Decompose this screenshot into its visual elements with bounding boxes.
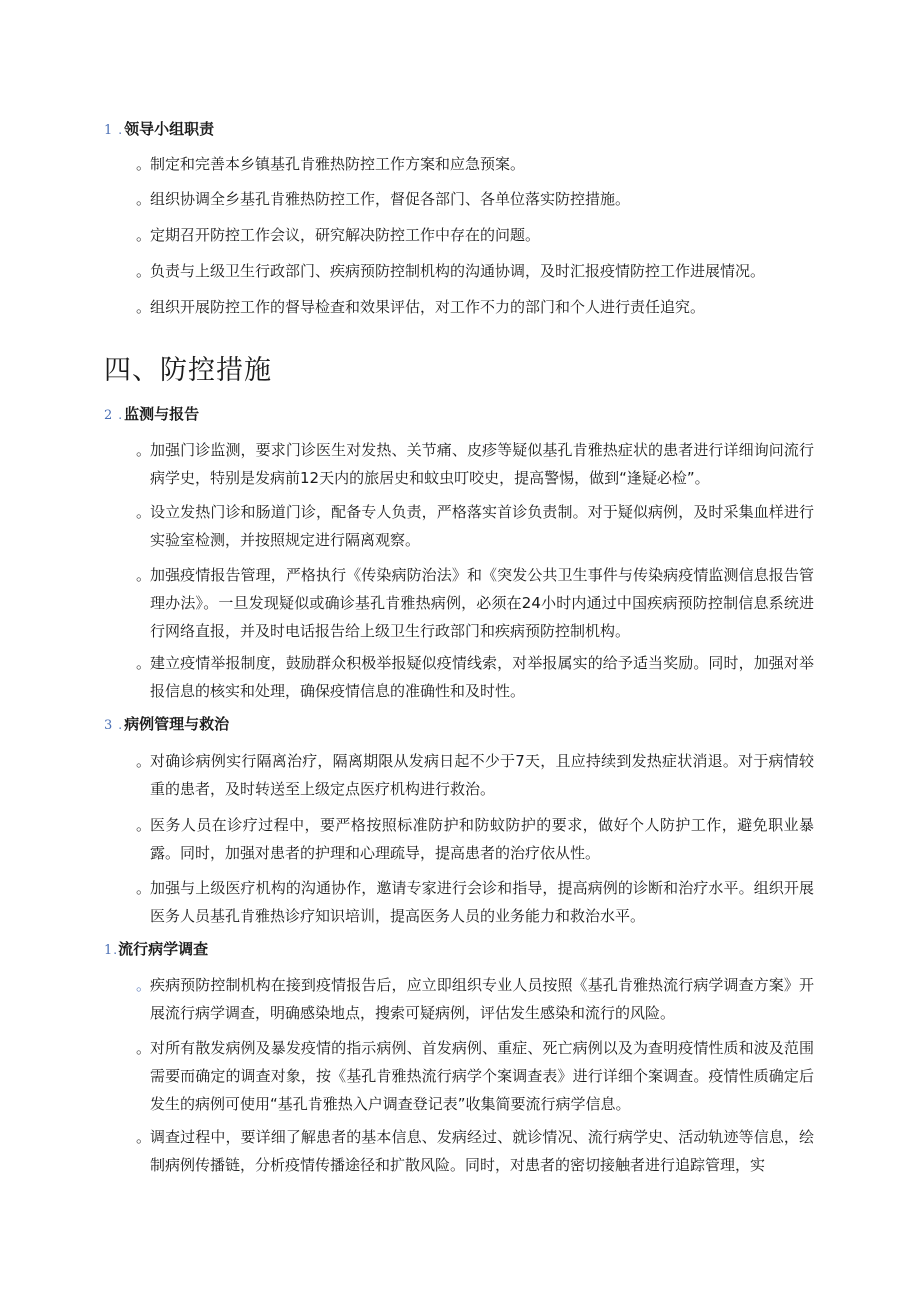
chapter-heading: 四、防控措施 — [104, 355, 272, 386]
section-title: 流行病学调查 — [118, 940, 209, 958]
list-item: 。 制定和完善本乡镇基孔肯雅热防控工作方案和应急预案。 — [136, 155, 526, 173]
list-item: 。 加强与上级医疗机构的沟通协作，邀请专家进行会诊和指导，提高病例的诊断和治疗水平。组织开展医务人员基孔肯雅热诊疗知识培训，提高医务人员的业务能力和救治水平。 — [136, 879, 814, 925]
list-item: 。 组织协调全乡基孔肯雅热防控工作，督促各部门、各单位落实防控措施。 — [136, 190, 631, 208]
section-number: 2 — [104, 408, 113, 423]
list-item: 。 定期召开防控工作会议，研究解决防控工作中存在的问题。 — [136, 226, 541, 244]
list-item: 。 组织开展防控工作的督导检查和效果评估，对工作不力的部门和个人进行责任追究。 — [136, 298, 706, 316]
section-heading: 3 . 病例管理与救治 — [104, 715, 230, 733]
section-number: 1 — [104, 943, 113, 958]
section-title: 病例管理与救治 — [124, 715, 230, 733]
list-item: 。 加强疫情报告管理，严格执行《传染病防治法》和《突发公共卫生事件与传染病疫情监测信息报告管理办法》。一旦发现疑似或确诊基孔肯雅热病例，必须在24小时内通过中国疾病预防控制信息系统进行网络直报，并及时电话报告给上级卫生行政部门和疾病预防控制机构。 — [136, 566, 814, 640]
section-heading: 1 . 领导小组职责 — [104, 120, 215, 138]
list-item: 。 调查过程中，要详细了解患者的基本信息、发病经过、就诊情况、流行病学史、活动轨迹等信息，绘制病例传播链，分析疫情传播途径和扩散风险。同时，对患者的密切接触者进行追踪管理，实 — [136, 1128, 814, 1174]
list-item: 。 医务人员在诊疗过程中，要严格按照标准防护和防蚊防护的要求，做好个人防护工作，避免职业暴露。同时，加强对患者的护理和心理疏导，提高患者的治疗依从性。 — [136, 816, 814, 862]
list-item: 。 建立疫情举报制度，鼓励群众积极举报疑似疫情线索，对举报属实的给予适当奖励。同时，加强对举报信息的核实和处理，确保疫情信息的准确性和及时性。 — [136, 654, 814, 700]
section-heading: 1.流行病学调查 — [104, 940, 209, 958]
list-item: 。 加强门诊监测，要求门诊医生对发热、关节痛、皮疹等疑似基孔肯雅热症状的患者进行详细询问流行病学史，特别是发病前12天内的旅居史和蚊虫叮咬史，提高警惕，做到“逢疑必检”。 — [136, 441, 814, 487]
section-title: 监测与报告 — [124, 405, 200, 423]
list-item: 。 对确诊病例实行隔离治疗，隔离期限从发病日起不少于7天，且应持续到发热症状消退。对于病情较重的患者，及时转送至上级定点医疗机构进行救治。 — [136, 752, 814, 798]
section-heading: 2 . 监测与报告 — [104, 405, 200, 423]
list-item: 。 对所有散发病例及暴发疫情的指示病例、首发病例、重症、死亡病例以及为查明疫情性质和波及范围需要而确定的调查对象，按《基孔肯雅热流行病学个案调查表》进行详细个案调查。疫情性质确定后发生的病例可使用“基孔肯雅热入户调查登记表”收集简要流行病学信息。 — [136, 1039, 814, 1113]
list-item: 。 疾病预防控制机构在接到疫情报告后，应立即组织专业人员按照《基孔肯雅热流行病学调查方案》开展流行病学调查，明确感染地点，搜索可疑病例，评估发生感染和流行的风险。 — [136, 976, 814, 1022]
list-item: 。 负责与上级卫生行政部门、疾病预防控制机构的沟通协调，及时汇报疫情防控工作进展情况。 — [136, 262, 766, 280]
section-number: 1 — [104, 123, 113, 138]
section-number: 3 — [104, 718, 113, 733]
section-title: 领导小组职责 — [124, 120, 215, 138]
list-item: 。 设立发热门诊和肠道门诊，配备专人负责，严格落实首诊负责制。对于疑似病例，及时采集血样进行实验室检测，并按照规定进行隔离观察。 — [136, 503, 814, 549]
